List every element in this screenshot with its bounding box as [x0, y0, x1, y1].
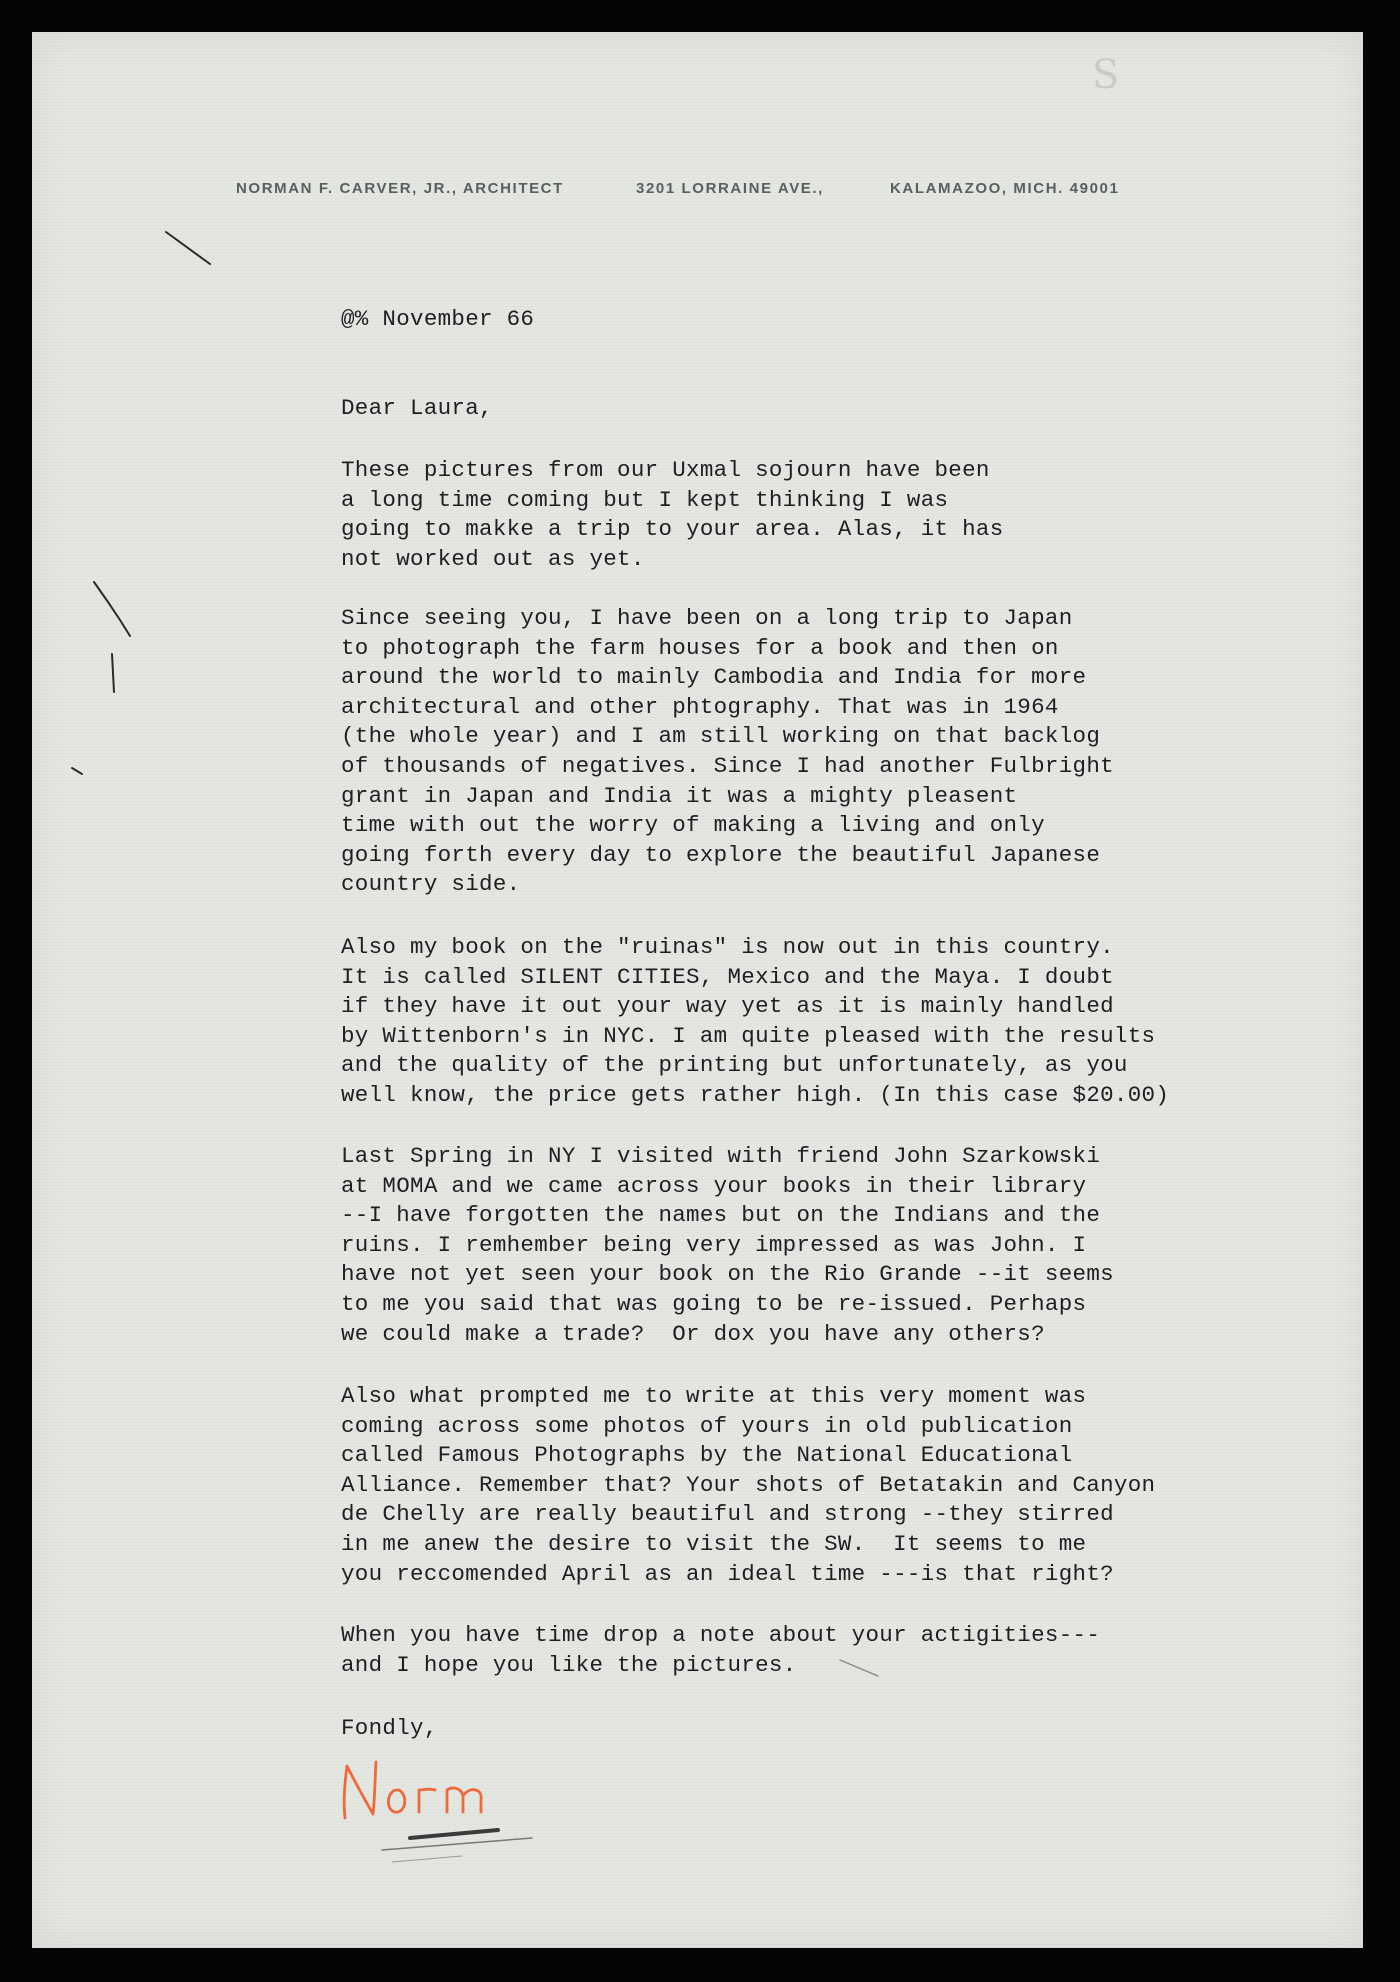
text-line: (the whole year) and I am still working on that backlog: [341, 723, 1101, 750]
text-line: you reccomended April as an ideal time ---is that right?: [341, 1560, 1114, 1587]
letterhead-city: KALAMAZOO, MICH. 49001: [890, 180, 1120, 197]
text-line: Since seeing you, I have been on a long trip to Japan: [341, 605, 1073, 631]
text-line: Also my book on the "ruinas" is now out in this country.: [341, 934, 1114, 960]
text-line: ruins. I remhember being very impressed as was John. I: [341, 1231, 1087, 1258]
text-line: in me anew the desire to visit the SW. It seems to me: [341, 1530, 1087, 1557]
text-line: going forth every day to explore the beautiful Japanese: [341, 841, 1101, 868]
text-line: grant in Japan and India it was a mighty pleasent: [341, 782, 1018, 809]
text-line: if they have it out your way yet as it is mainly handled: [341, 993, 1114, 1020]
text-line: and I hope you like the pictures.: [341, 1651, 797, 1678]
text-line: by Wittenborn's in NYC. I am quite pleased with the results: [341, 1022, 1156, 1049]
text-line: going to makke a trip to your area. Alas, it has: [341, 516, 1004, 543]
text-line: we could make a trade? Or dox you have any others?: [341, 1320, 1045, 1347]
text-line: have not yet seen your book on the Rio Grande --it seems: [341, 1261, 1114, 1288]
paragraph-4: [341, 1142, 1114, 1349]
text-line: country side.: [341, 871, 521, 898]
text-line: coming across some photos of yours in old publication: [341, 1412, 1073, 1439]
letterhead-address: 3201 LORRAINE AVE.,: [636, 180, 824, 197]
text-line: Alliance. Remember that? Your shots of Betatakin and Canyon: [341, 1471, 1156, 1498]
paragraph-6: [341, 1621, 1100, 1680]
text-line: well know, the price gets rather high. (In this case $20.00): [341, 1081, 1170, 1108]
text-line: Also what prompted me to write at this very moment was: [341, 1383, 1087, 1409]
text-line: and the quality of the printing but unfortunately, as you: [341, 1052, 1128, 1079]
text-line: to me you said that was going to be re-issued. Perhaps: [341, 1290, 1087, 1317]
text-line: When you have time drop a note about your actigities---: [341, 1622, 1101, 1648]
text-line: to photograph the farm houses for a book and then on: [341, 634, 1059, 661]
text-line: not worked out as yet.: [341, 545, 645, 572]
text-line: time with out the worry of making a living and only: [341, 812, 1045, 839]
paragraph-5: [341, 1382, 1155, 1589]
paragraph-2: [341, 604, 1114, 900]
text-line: architectural and other phtography. That was in 1964: [341, 693, 1059, 720]
text-line: --I have forgotten the names but on the Indians and the: [341, 1202, 1101, 1229]
text-line: around the world to mainly Cambodia and India for more: [341, 664, 1087, 691]
text-line: It is called SILENT CITIES, Mexico and the Maya. I doubt: [341, 963, 1114, 990]
pencil-mark: S: [1092, 52, 1120, 98]
text-line: These pictures from our Uxmal sojourn have been: [341, 457, 990, 483]
salutation: Dear Laura,: [341, 395, 493, 421]
closing: Fondly,: [341, 1715, 438, 1741]
letter-sheet: [32, 32, 1363, 1948]
letterhead-name: NORMAN F. CARVER, JR., ARCHITECT: [236, 180, 564, 197]
text-line: at MOMA and we came across your books in their library: [341, 1172, 1087, 1199]
handwritten-signature: [335, 1748, 525, 1828]
text-line: a long time coming but I kept thinking I was: [341, 486, 949, 513]
letter-date: @% November 66: [341, 306, 535, 332]
text-line: Last Spring in NY I visited with friend John Szarkowski: [341, 1143, 1101, 1169]
text-line: of thousands of negatives. Since I had another Fulbright: [341, 752, 1114, 779]
paragraph-1: [341, 456, 1004, 574]
text-line: called Famous Photographs by the National Educational: [341, 1442, 1073, 1469]
text-line: de Chelly are really beautiful and strong --they stirred: [341, 1501, 1114, 1528]
paragraph-3: [341, 933, 1169, 1111]
